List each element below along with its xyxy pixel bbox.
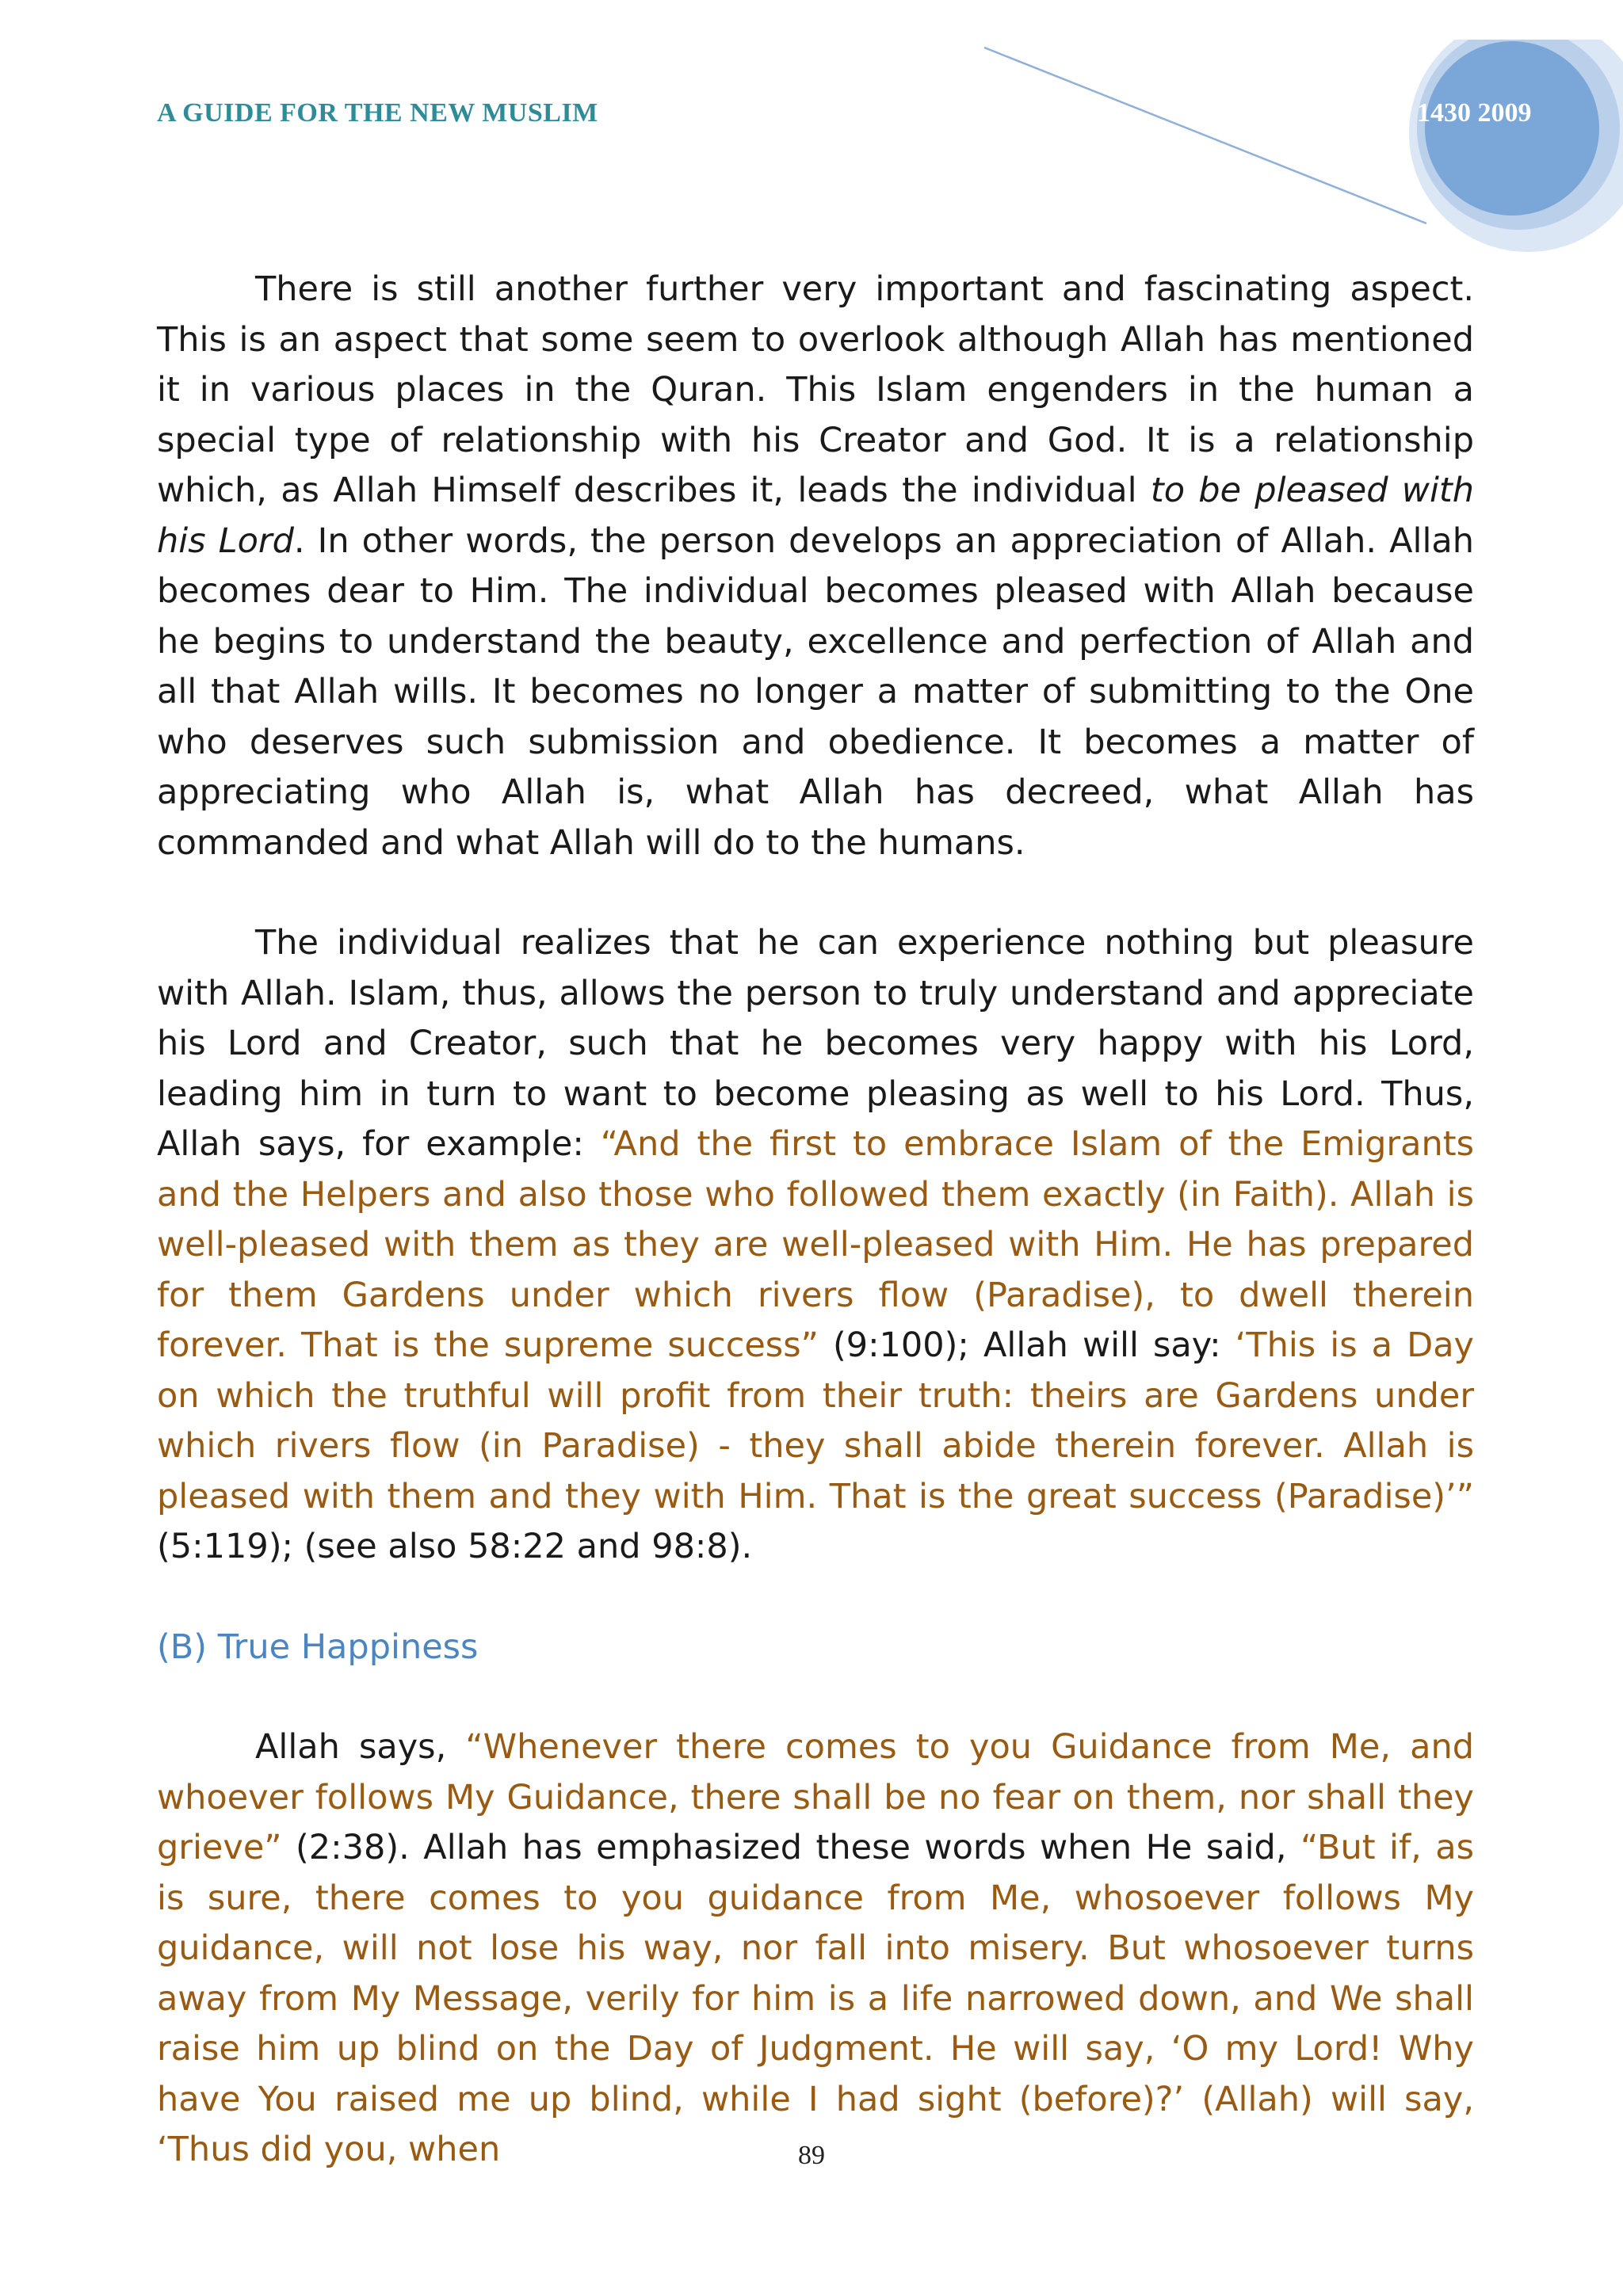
page-content	[157, 265, 1474, 2176]
quote-guidance: “But if, as is sure, there comes to you guidance from Me, whosoever follows My guidance, will not lose his way, nor fall into misery. But whosoever turns away from My Message, verily for him is a life narrowed down, and We shall raise him up blind on the Day of Judgment. He will say, ‘O my Lord! Why have You raised me up blind, while I had sight (before)?’ (Allah) will say, ‘Thus did you, when	[157, 1828, 1474, 2169]
paragraph-1-text-start: There is still another further very important and fascinating aspect. This is an aspect that some seem to overlook although Allah has mentioned it in various places in the Quran. This Islam engenders in the human a special type of relationship with his Creator and God. It is a relationship which, as Allah Himself describes it, leads the individual	[157, 269, 1474, 510]
reference-5-119: (5:119); (see also 58:22 and 98:8).	[157, 1527, 753, 1566]
running-header-year: 1430 2009	[1417, 98, 1532, 128]
paragraph-1	[157, 265, 1474, 868]
header-decoration	[983, 40, 1623, 269]
section-heading: (B) True Happiness	[157, 1627, 479, 1667]
reference-2-38: (2:38). Allah has emphasized these words when He said,	[281, 1828, 1300, 1867]
decoration-diagonal-line	[984, 48, 1426, 223]
quote-9-100: “And the first to embrace Islam of the Emigrants and the Helpers and also those who followed them exactly (in Faith). Allah is well-pleased with them as they are well-pleased with Him. He has prepared for them Gardens under which rivers flow (Paradise), to dwell therein forever. That is the supreme success”	[157, 1124, 1474, 1365]
running-header-title: A GUIDE FOR THE NEW MUSLIM	[157, 98, 598, 128]
quote-5-119: ‘This is a Day on which the truthful will profit from their truth: theirs are Gardens under which rivers flow (in Paradise) - they shall abide therein forever. Allah is pleased with them and they with Him. That is the great success (Paradise)’”	[157, 1325, 1475, 1516]
reference-9-100: (9:100); Allah will say:	[818, 1325, 1235, 1365]
paragraph-3-intro: Allah says,	[255, 1727, 466, 1767]
paragraph-3	[157, 1722, 1474, 2176]
page-number: 89	[798, 2141, 825, 2170]
quote-2-38: “Whenever there comes to you Guidance from Me, and whoever follows My Guidance, there shall be no fear on them, nor shall they grieve”	[157, 1727, 1474, 1867]
paragraph-1-emphasis: to be pleased with his Lord	[157, 471, 1475, 561]
paragraph-2	[157, 918, 1474, 1573]
decoration-inner-circle	[1425, 41, 1599, 215]
paragraph-1-text-end: . In other words, the person develops an appreciation of Allah. Allah becomes dear to Him. The individual becomes pleased with Allah because he begins to understand the beauty, excellence and perfection of Allah and all that Allah wills. It becomes no longer a matter of submitting to the One who deserves such submission and obedience. It becomes a matter of appreciating who Allah is, what Allah has decreed, what Allah has commanded and what Allah will do to the humans.	[157, 521, 1474, 863]
paragraph-2-intro: The individual realizes that he can experience nothing but pleasure with Allah. Islam, thus, allows the person to truly understand and appreciate his Lord and Creator, such that he becomes very happy with his Lord, leading him in turn to want to become pleasing as well to his Lord. Thus, Allah says, for example:	[157, 923, 1474, 1164]
